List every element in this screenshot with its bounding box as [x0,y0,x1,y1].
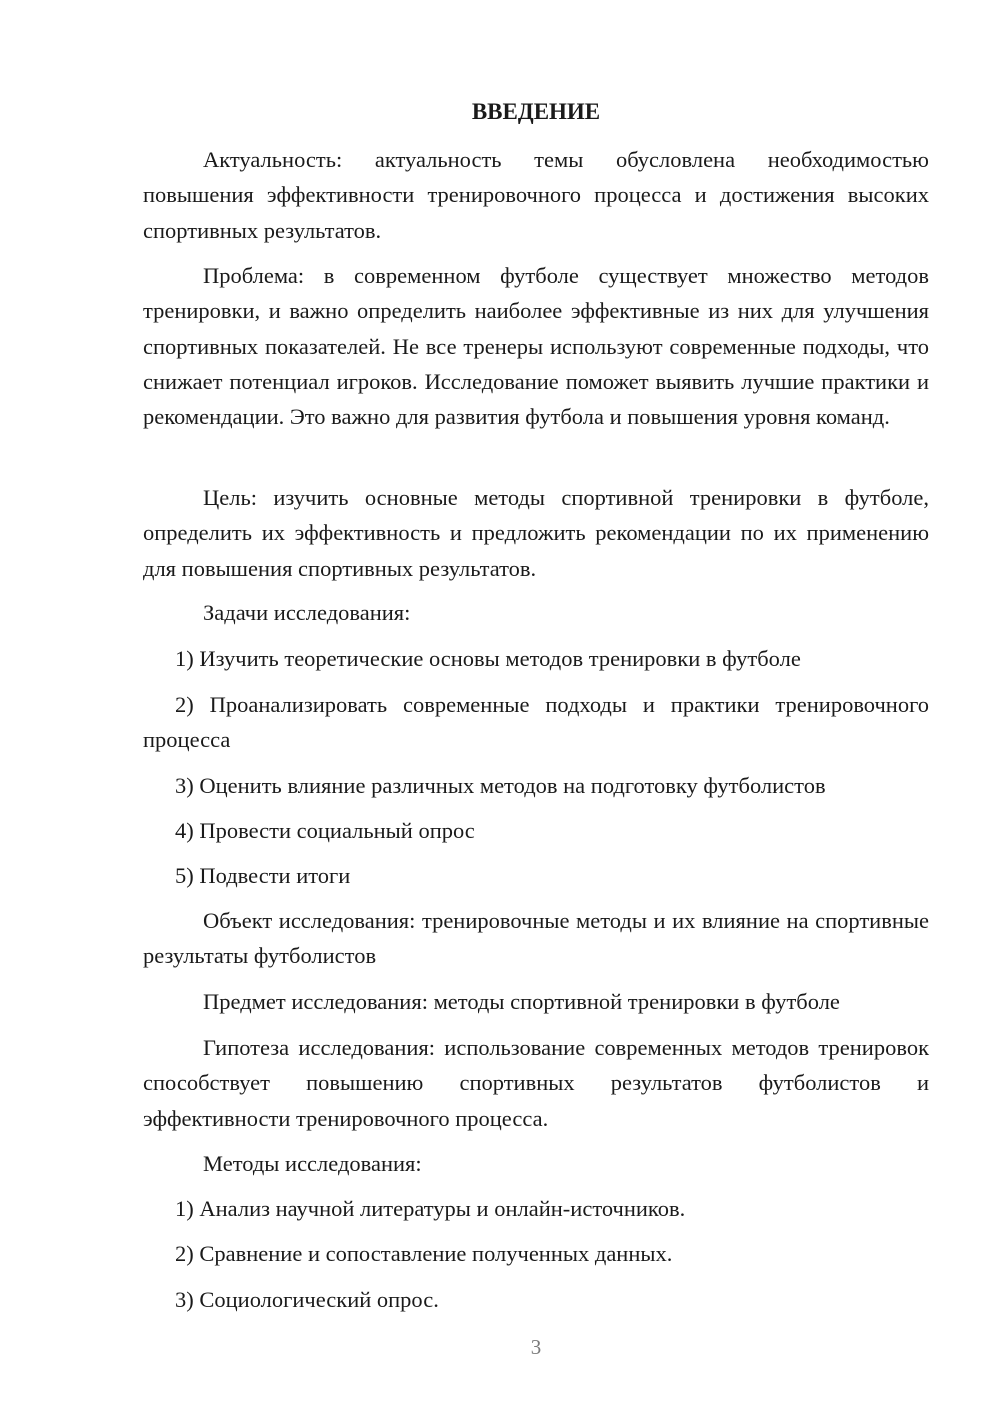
paragraph-goal: Цель: изучить основные методы спортивной тренировки в футболе, определить их эффективность и предложить рекомендации по их применению для повышения спортивных результатов. [143,485,929,581]
page-title: ВВЕДЕНИЕ [471,99,601,124]
method-item: 3) Социологический опрос. [175,1287,439,1312]
methods-heading: Методы исследования: [203,1151,422,1176]
method-item: 1) Анализ научной литературы и онлайн-источников. [175,1196,686,1221]
task-item: 1) Изучить теоретические основы методов тренировки в футболе [175,646,801,671]
method-item: 2) Сравнение и сопоставление полученных данных. [175,1241,673,1266]
paragraph-subject: Предмет исследования: методы спортивной тренировки в футболе [203,989,840,1014]
task-item: 5) Подвести итоги [175,863,351,888]
paragraph-relevance: Актуальность: актуальность темы обусловлена необходимостью повышения эффективности тренировочного процесса и достижения высоких спортивных результатов. [143,147,929,243]
paragraph-object: Объект исследования: тренировочные методы и их влияние на спортивные результаты футболистов [143,908,929,969]
paragraph-hypothesis: Гипотеза исследования: использование современных методов тренировок способствует повышению спортивных результатов футболистов и эффективности тренировочного процесса. [143,1035,929,1131]
paragraph-problem: Проблема: в современном футболе существует множество методов тренировки, и важно определить наиболее эффективные из них для улучшения спортивных показателей. Не все тренеры используют современные подходы, что снижает потенциал игроков. Исследование поможет выявить лучшие практики и рекомендации. Это важно для развития футбола и повышения уровня команд. [143,263,929,430]
task-item: 2) Проанализировать современные подходы и практики тренировочного процесса [143,692,929,753]
task-item: 4) Провести социальный опрос [175,818,475,843]
task-item: 3) Оценить влияние различных методов на подготовку футболистов [175,773,826,798]
page-number: 3 [530,1335,542,1359]
tasks-heading: Задачи исследования: [203,600,411,625]
